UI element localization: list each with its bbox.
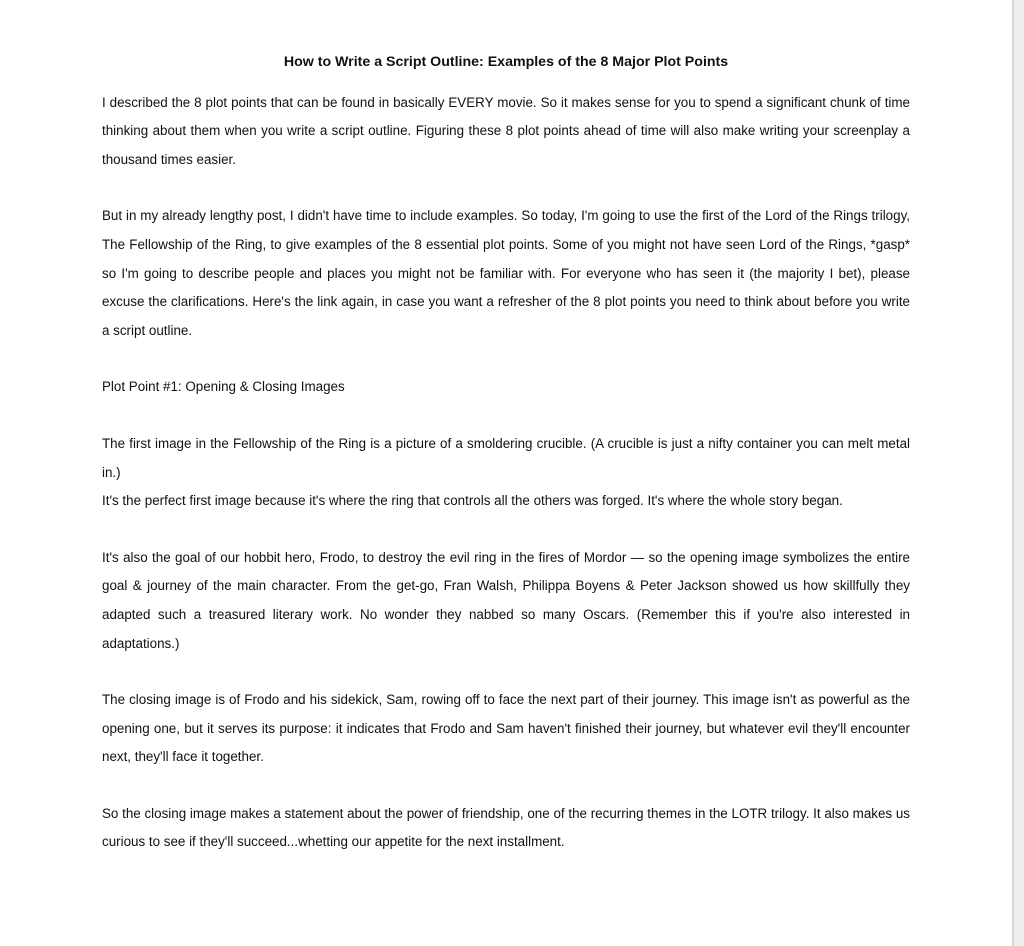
document-title: How to Write a Script Outline: Examples of the 8 Major Plot Points xyxy=(283,54,729,70)
document-body xyxy=(102,48,910,885)
paragraph-closing-image: The closing image is of Frodo and his sidekick, Sam, rowing off to face the next part of their journey. This image isn't as powerful as the opening one, but it serves its purpose: it indicates that Frodo and Sam haven't finished their journey, but whatever evil they'll encounter next, they'll face it together. xyxy=(102,692,910,765)
paragraph-friendship: So the closing image makes a statement about the power of friendship, one of the recurring themes in the LOTR trilogy. It also makes us curious to see if they'll succeed...whetting our appetite for the next installment. xyxy=(102,805,910,850)
paragraph-perfect-first-image: It's the perfect first image because it's where the ring that controls all the others was forged. It's where the whole story began. xyxy=(102,493,843,509)
section-heading-plot-point-1: Plot Point #1: Opening & Closing Images xyxy=(102,379,345,395)
paragraph-intro: I described the 8 plot points that can be found in basically EVERY movie. So it makes sense for you to spend a significant chunk of time thinking about them when you write a script outline. Figuring these 8 plot points ahead of time will also make writing your screenplay a thousand times easier. xyxy=(102,94,910,167)
paragraph-goal: It's also the goal of our hobbit hero, Frodo, to destroy the evil ring in the fires of Mordor — so the opening image symbolizes the entire goal & journey of the main character. From the get-go, Fran Walsh, Philippa Boyens & Peter Jackson showed us how skillfully they adapted such a treasured literary work. No wonder they nabbed so many Oscars. (Remember this if you're also interested in adaptations.) xyxy=(102,549,910,651)
vertical-scrollbar[interactable] xyxy=(1013,0,1024,946)
paragraph-examples: But in my already lengthy post, I didn't have time to include examples. So today, I'm going to use the first of the Lord of the Rings trilogy, The Fellowship of the Ring, to give examples of the 8 essential plot points. Some of you might not have seen Lord of the Rings, *gasp* so I'm going to describe people and places you might not be familiar with. For everyone who has seen it (the majority I bet), please excuse the clarifications. Here's the link again, in case you want a refresher of the 8 plot points you need to think about before you write a script outline. xyxy=(102,208,910,338)
paragraph-first-image: The first image in the Fellowship of the Ring is a picture of a smoldering crucible. (A crucible is just a nifty container you can melt metal in.) xyxy=(102,435,910,480)
